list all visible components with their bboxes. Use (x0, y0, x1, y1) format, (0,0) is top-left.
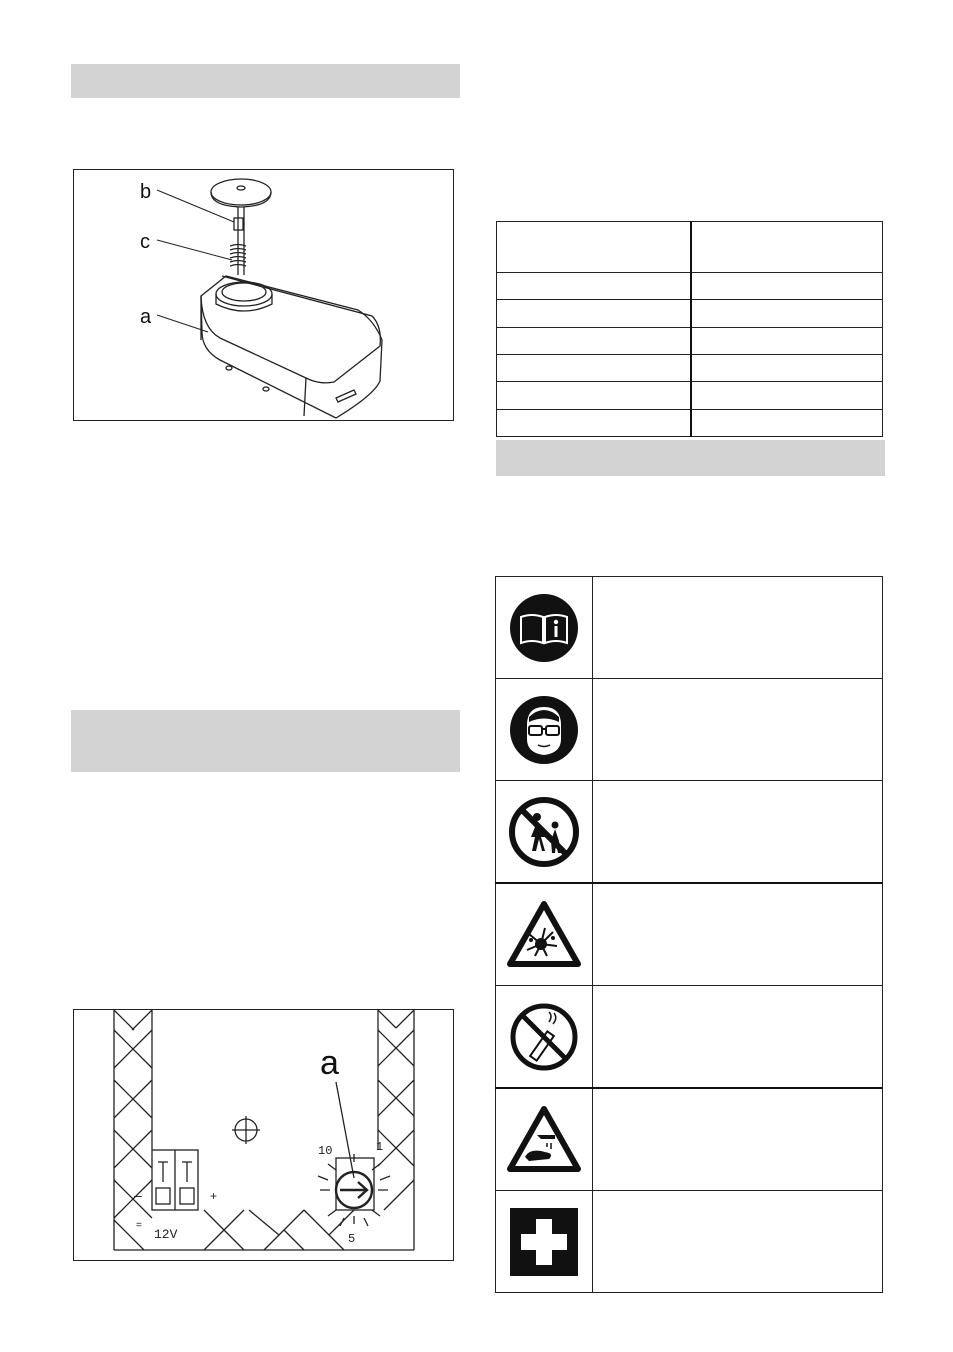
reservoir-drawing (74, 170, 454, 421)
table-cell (691, 382, 883, 409)
table-cell (497, 222, 692, 273)
symbol-description (593, 1191, 883, 1293)
table-cell (497, 409, 692, 436)
reservoir-figure (73, 169, 454, 421)
section-heading-band (71, 710, 460, 772)
section-heading-band (496, 440, 885, 476)
table-cell (497, 327, 692, 354)
table-cell (497, 354, 692, 381)
control-panel-figure (73, 1009, 454, 1261)
table-cell (691, 354, 883, 381)
dc-symbol-label: = (136, 1220, 142, 1231)
keep-children-away-icon (507, 795, 581, 869)
symbol-description (593, 577, 883, 679)
symbol-description (593, 1088, 883, 1191)
table-row (496, 1088, 883, 1191)
label-c: c (140, 231, 150, 253)
no-smoking-icon (509, 1002, 579, 1072)
plus-terminal-label: + (210, 1189, 218, 1203)
label-b: b (140, 181, 152, 203)
section-heading-band (71, 64, 460, 98)
dial-scale-mid: 5 (348, 1232, 356, 1246)
dial-label-a: a (320, 1044, 339, 1082)
data-table (496, 221, 883, 437)
explosion-warning-icon (507, 900, 581, 970)
table-cell (691, 300, 883, 327)
table-cell (497, 382, 692, 409)
first-aid-icon (509, 1207, 579, 1277)
table-cell (691, 327, 883, 354)
table-cell (497, 273, 692, 300)
symbol-description (593, 679, 883, 781)
minus-terminal-label: – (134, 1187, 142, 1203)
table-row (496, 986, 883, 1089)
table-row (496, 781, 883, 884)
symbol-description (593, 883, 883, 986)
safety-symbols-table (495, 576, 883, 1293)
read-manual-icon (509, 593, 579, 663)
control-panel-drawing (74, 1010, 454, 1261)
symbol-description (593, 986, 883, 1089)
table-cell (691, 222, 883, 273)
voltage-label: 12V (154, 1227, 178, 1242)
table-row (496, 1191, 883, 1293)
dial-scale-high: 10 (318, 1144, 333, 1158)
table-cell (691, 409, 883, 436)
dial-scale-low: 1 (376, 1140, 384, 1154)
table-cell (691, 273, 883, 300)
safety-goggles-icon (509, 695, 579, 765)
corrosive-warning-icon (507, 1105, 581, 1175)
symbol-description (593, 781, 883, 884)
table-row (496, 883, 883, 986)
table-row (496, 577, 883, 679)
table-cell (497, 300, 692, 327)
label-a: a (140, 306, 152, 328)
table-row (496, 679, 883, 781)
